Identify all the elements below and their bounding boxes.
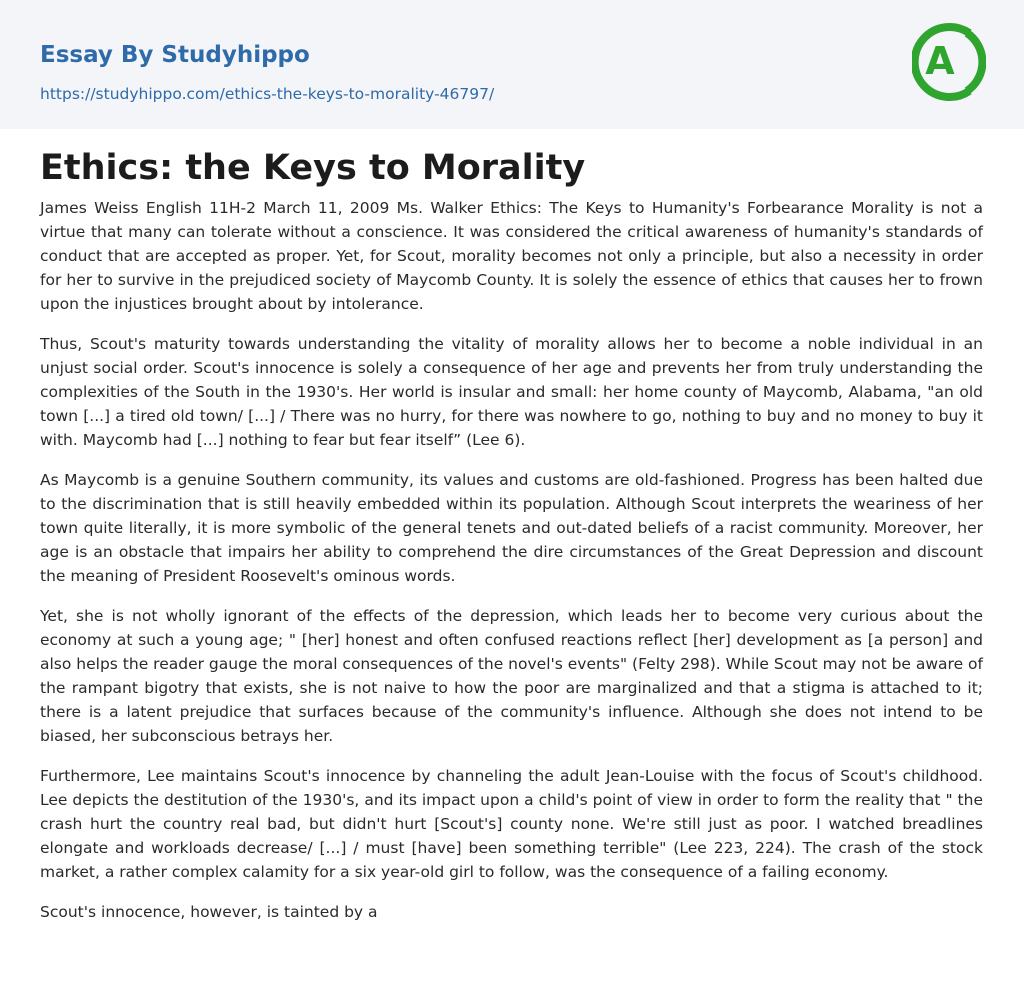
paragraph-3: As Maycomb is a genuine Southern community, its values and customs are old-fashioned. Progress has been halted due to the discrimination that is still heavily embedded within its population. Although Scout interprets the weariness of her town quite literally, it is more symbolic of the general tenets and out-dated beliefs of a racist community. Moreover, her age is an obstacle that impairs her ability to comprehend the dire circumstances of the Great Depression and discount the meaning of President Roosevelt's ominous words. [40,471,983,585]
article [40,146,983,924]
paragraph-1: James Weiss English 11H-2 March 11, 2009 Ms. Walker Ethics: The Keys to Humanity's Forbearance Morality is not a virtue that many can tolerate without a conscience. It was considered the critical awareness of humanity's standards of conduct that are accepted as proper. Yet, for Scout, morality becomes not only a principle, but also a necessity in order for her to survive in the prejudiced society of Maycomb County. It is solely the essence of ethics that causes her to frown upon the injustices brought about by intolerance. [40,199,983,313]
page-title: Ethics: the Keys to Morality [40,148,586,188]
logo-letter: A [925,39,955,83]
paragraph-6: Scout's innocence, however, is tainted by a [40,903,378,921]
paragraph-4: Yet, she is not wholly ignorant of the effects of the depression, which leads her to become very curious about the economy at such a young age; " [her] honest and often confused reactions reflect [her] development as [a person] and also helps the reader gauge the moral consequences of the novel's events" (Felty 298). While Scout may not be aware of the rampant bigotry that exists, she is not naive to how the poor are marginalized and that a stigma is attached to it; there is a latent prejudice that surfaces because of the community's influence. Although she does not intend to be biased, her subconscious betrays her. [40,607,983,745]
studyhippo-logo-icon[interactable] [912,19,986,105]
brand-link[interactable]: Essay By Studyhippo [40,42,310,68]
paragraph-2: Thus, Scout's maturity towards understanding the vitality of morality allows her to become a noble individual in an unjust social order. Scout's innocence is solely a consequence of her age and prevents her from truly understanding the complexities of the South in the 1930's. Her world is insular and small: her home county of Maycomb, Alabama, "an old town [...] a tired old town/ [...] / There was no hurry, for there was nowhere to go, nothing to buy and no money to buy it with. Maycomb had [...] nothing to fear but fear itself” (Lee 6). [40,335,983,449]
site-header [0,0,1024,129]
paragraph-5: Furthermore, Lee maintains Scout's innocence by channeling the adult Jean-Louise with the focus of Scout's childhood. Lee depicts the destitution of the 1930's, and its impact upon a child's point of view in order to form the reality that " the crash hurt the country real bad, but didn't hurt [Scout's] county none. We're still just as poor. I watched breadlines elongate and workloads decrease/ [...] / must [have] been something terrible" (Lee 223, 224). The crash of the stock market, a rather complex calamity for a six year-old girl to follow, was the consequence of a failing economy. [40,767,983,881]
source-url-link[interactable]: https://studyhippo.com/ethics-the-keys-to-morality-46797/ [40,85,495,103]
